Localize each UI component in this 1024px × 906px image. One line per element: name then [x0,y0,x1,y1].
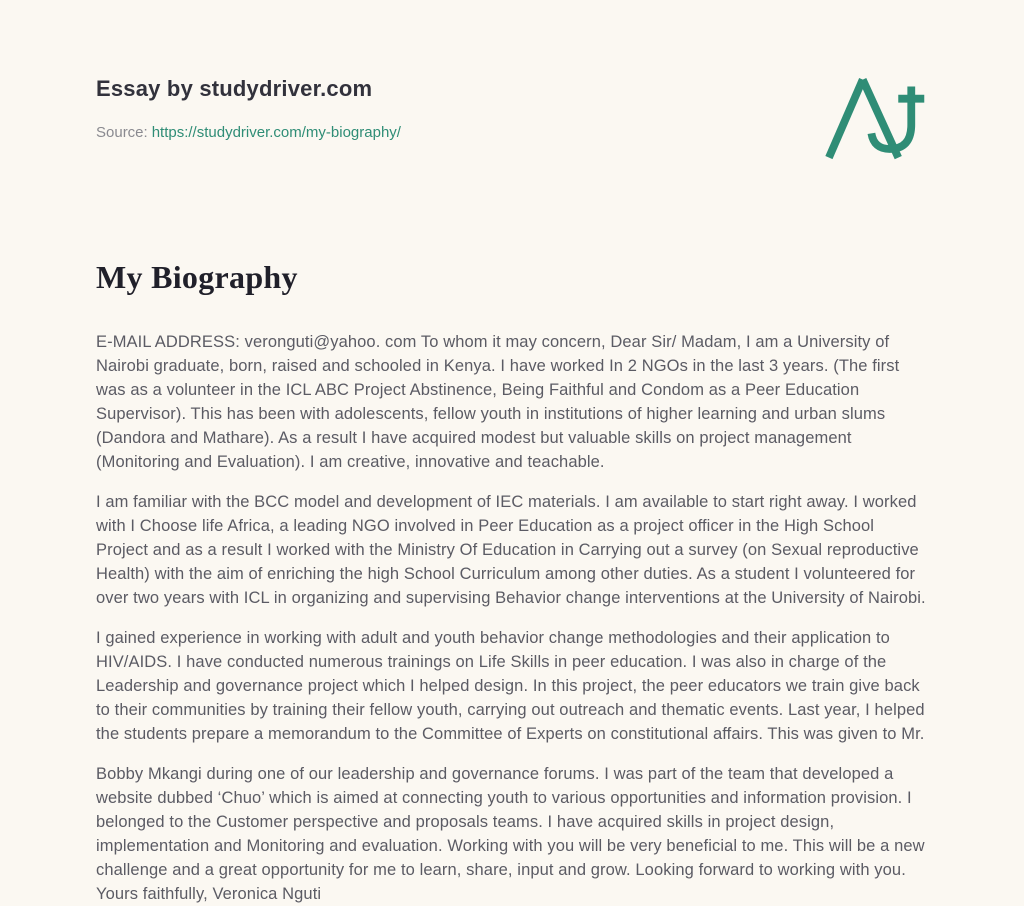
page-header [96,76,928,141]
essay-body [96,330,928,906]
essay-paragraph-1: E-MAIL ADDRESS: veronguti@yahoo. com To whom it may concern, Dear Sir/ Madam, I am a University of Nairobi graduate, born, raised and schooled in Kenya. I have worked In 2 NGOs in the last 3 years. (The first was as a volunteer in the ICL ABC Project Abstinence, Being Faithful and Condom as a Peer Education Supervisor). This has been with adolescents, fellow youth in institutions of higher learning and urban slums (Dandora and Mathare). As a result I have acquired modest but valuable skills on project management (Monitoring and Evaluation). I am creative, innovative and teachable. [96,333,900,471]
source-label: Source: [96,124,148,141]
essay-paragraph-2: I am familiar with the BCC model and development of IEC materials. I am available to start right away. I worked with I Choose life Africa, a leading NGO involved in Peer Education as a project officer in the High School Project and as a result I worked with the Ministry Of Education in Carrying out a survey (on Sexual reproductive Health) with the aim of enriching the high School Curriculum among other duties. As a student I volunteered for over two years with ICL in organizing and supervising Behavior change interventions at the University of Nairobi. [96,493,926,607]
source-line [96,124,928,141]
studydriver-logo-icon [822,70,926,162]
page-title: My Biography [96,259,298,295]
essay-byline: Essay by studydriver.com [96,76,373,101]
essay-paragraph-3: I gained experience in working with adult and youth behavior change methodologies and their application to HIV/AIDS. I have conducted numerous trainings on Life Skills in peer education. I was also in charge of the Leadership and governance project which I helped design. In this project, the peer educators we train give back to their communities by training their fellow youth, carrying out outreach and thematic events. Last year, I helped the students prepare a memorandum to the Committee of Experts on constitutional affairs. This was given to Mr. [96,629,925,743]
source-link[interactable]: https://studydriver.com/my-biography/ [151,124,401,141]
essay-paragraph-4: Bobby Mkangi during one of our leadership and governance forums. I was part of the team that developed a website dubbed ‘Chuo’ which is aimed at connecting youth to various opportunities and information provision. I belonged to the Customer perspective and proposals teams. I have acquired skills in project design, implementation and Monitoring and evaluation. Working with you will be very beneficial to me. This will be a new challenge and a great opportunity for me to learn, share, input and grow. Looking forward to working with you. Yours faithfully, Veronica Nguti [96,765,925,903]
